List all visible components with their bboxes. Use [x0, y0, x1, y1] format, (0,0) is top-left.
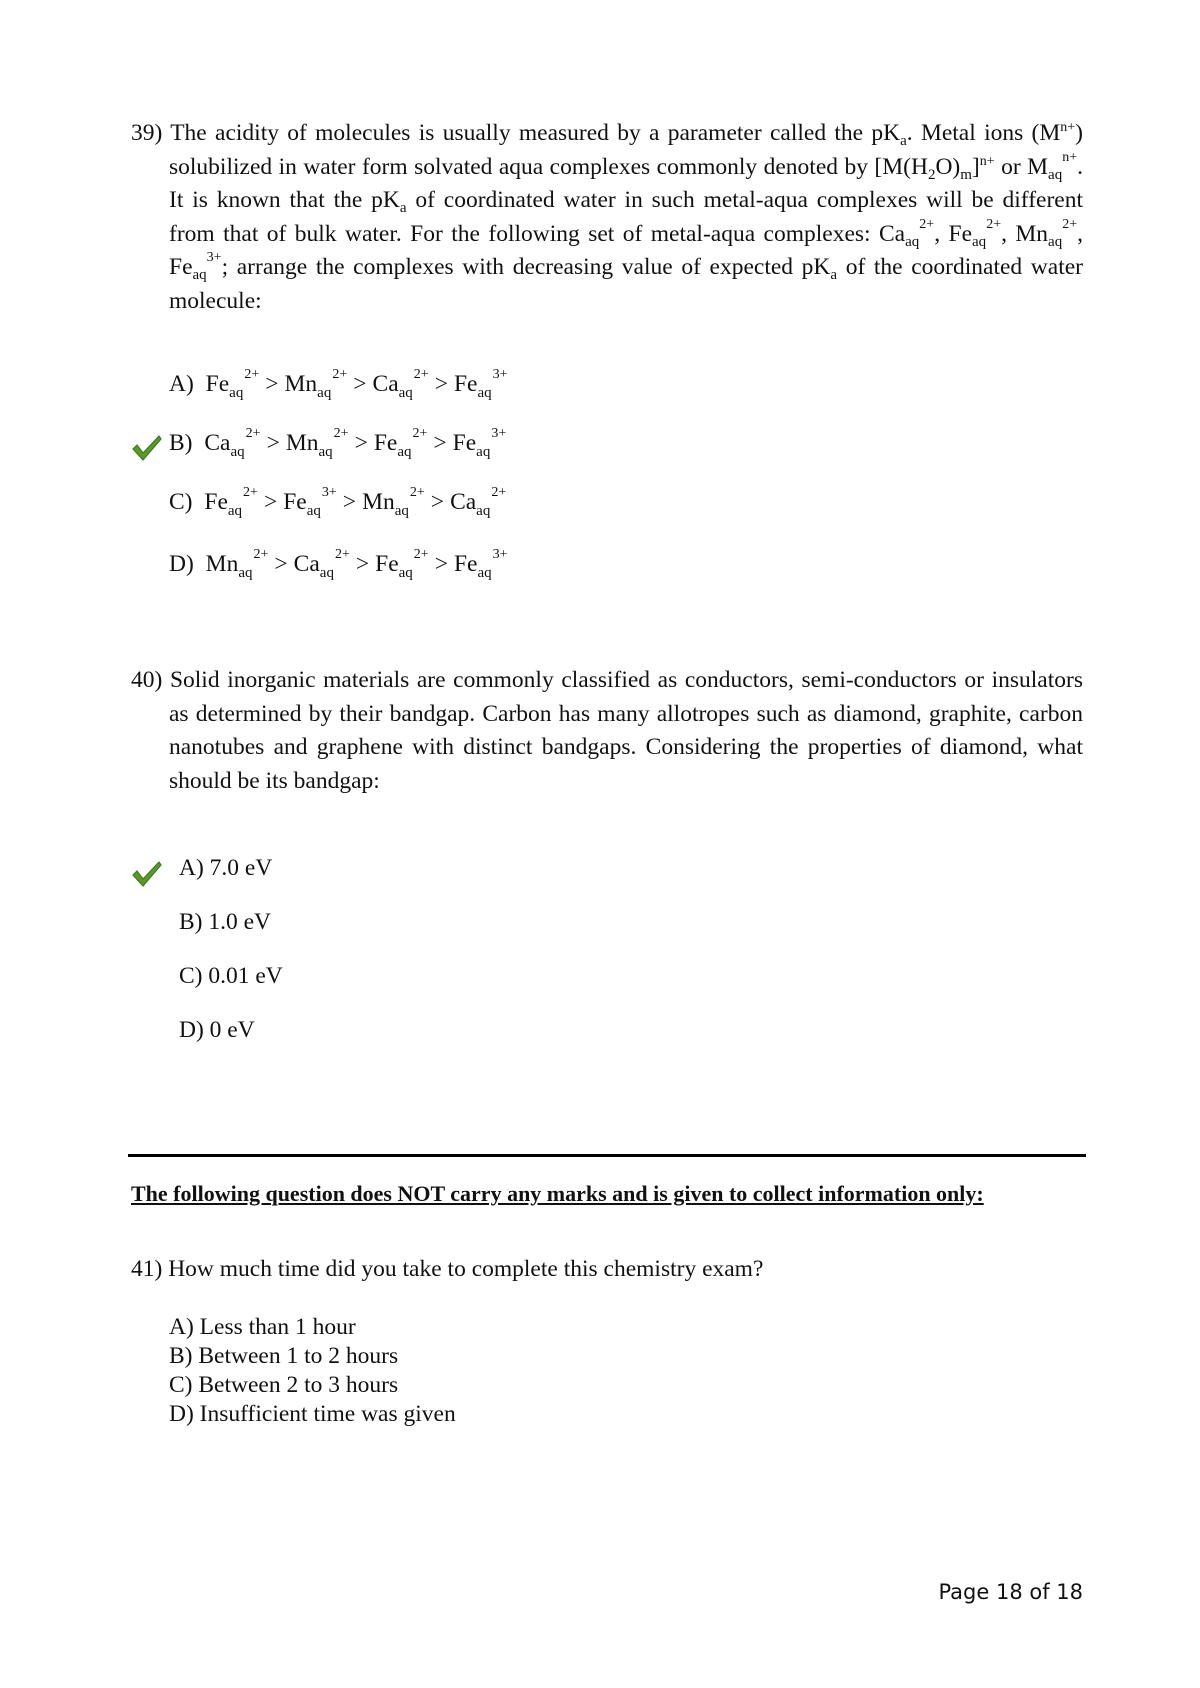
ion: $Fe_{aq}^{3+}$ — [453, 547, 508, 581]
info-note: The following question does NOT carry any marks and is given to collect information only: — [131, 1181, 984, 1206]
q39-option-c[interactable] — [169, 485, 507, 519]
ion: $Mn_{aq}^{2+}$ — [205, 547, 269, 581]
ion: $Fe_{aq}^{2+}$ — [375, 547, 429, 581]
option-label: C) — [169, 489, 199, 515]
question-41-options — [169, 1313, 456, 1429]
greater-than-sign: > — [354, 430, 368, 456]
ion: $Ca_{aq}^{2+}$ — [204, 426, 261, 460]
ion: $Ca_{aq}^{2+}$ — [293, 547, 350, 581]
greater-than-sign: > — [274, 551, 288, 577]
ion: $Ca_{aq}^{2+}$ — [450, 485, 507, 519]
greater-than-sign: > — [355, 551, 370, 577]
ion: $Fe_{aq}^{3+}$ — [453, 367, 508, 401]
ion: $Mn_{aq}^{2+}$ — [362, 485, 425, 519]
q40-option-c[interactable]: C) 0.01 eV — [179, 963, 283, 989]
greater-than-sign: > — [266, 430, 280, 456]
question-41-text: 41) How much time did you take to complete this chemistry exam? — [131, 1256, 764, 1282]
ion: $Fe_{aq}^{3+}$ — [283, 485, 337, 519]
ion: $Mn_{aq}^{2+}$ — [285, 426, 349, 460]
greater-than-sign: > — [353, 371, 367, 397]
checkmark-icon — [131, 860, 163, 888]
question-39 — [131, 117, 1083, 318]
ion: $Fe_{aq}^{2+}$ — [205, 367, 260, 401]
q41-option-b[interactable]: B) Between 1 to 2 hours — [169, 1343, 399, 1369]
greater-than-sign: > — [434, 551, 448, 577]
greater-than-sign: > — [430, 489, 445, 515]
q40-option-b[interactable]: B) 1.0 eV — [179, 909, 272, 935]
q41-option-a[interactable]: A) Less than 1 hour — [169, 1314, 356, 1340]
q40-option-a[interactable]: A) 7.0 eV — [179, 855, 273, 881]
page-number: Page 18 of 18 — [938, 1580, 1083, 1604]
option-label: B) — [169, 430, 199, 456]
greater-than-sign: > — [433, 430, 447, 456]
checkmark-icon — [131, 434, 163, 462]
q41-option-c[interactable]: C) Between 2 to 3 hours — [169, 1372, 399, 1398]
q40-option-d[interactable]: D) 0 eV — [179, 1017, 255, 1043]
section-divider — [128, 1154, 1086, 1157]
q41-option-d[interactable]: D) Insufficient time was given — [169, 1401, 456, 1427]
ion: $Fe_{aq}^{2+}$ — [373, 426, 428, 460]
q39-option-d[interactable] — [169, 547, 508, 581]
option-label: D) — [169, 551, 200, 577]
greater-than-sign: > — [263, 489, 278, 515]
option-label: A) — [169, 371, 200, 397]
greater-than-sign: > — [434, 371, 448, 397]
question-40-text: 40) Solid inorganic materials are commonly classified as conductors, semi-conductors or insulators as determined by their bandgap. Carbon has many allotropes such as diamond, graphite, carbon nanotubes and graphene with distinct bandgaps. Considering the properties of diamond, what should be its bandgap: — [131, 667, 1083, 794]
question-40 — [131, 664, 1083, 798]
greater-than-sign: > — [342, 489, 357, 515]
ion: $Fe_{aq}^{3+}$ — [452, 426, 507, 460]
ion: $Ca_{aq}^{2+}$ — [372, 367, 429, 401]
q39-option-a[interactable] — [169, 367, 508, 401]
question-39-text: 39) The acidity of molecules is usually measured by a parameter called the $pK_a$. Metal ions $(M^{n+})$ solubilized in water form solvated aqua complexes commonly denoted by $[M(H_2O)_m]^{n+}$ or $M_{aq}^{n+}$. It is known that the $pK_a$ of coordinated water in such metal-aqua complexes will be different from that of bulk water. For the following set of metal-aqua complexes: $Ca_{aq}^{2+}$, $Fe_{aq}^{2+}$, $Mn_{aq}^{2+}$, $Fe_{aq}^{3+}$; arrange the complexes with decreasing value of expected $pK_a$ of the coordinated water molecule: — [131, 120, 1083, 314]
ion: $Mn_{aq}^{2+}$ — [284, 367, 348, 401]
greater-than-sign: > — [265, 371, 279, 397]
ion: $Fe_{aq}^{2+}$ — [204, 485, 258, 519]
q39-option-b[interactable] — [169, 426, 507, 460]
